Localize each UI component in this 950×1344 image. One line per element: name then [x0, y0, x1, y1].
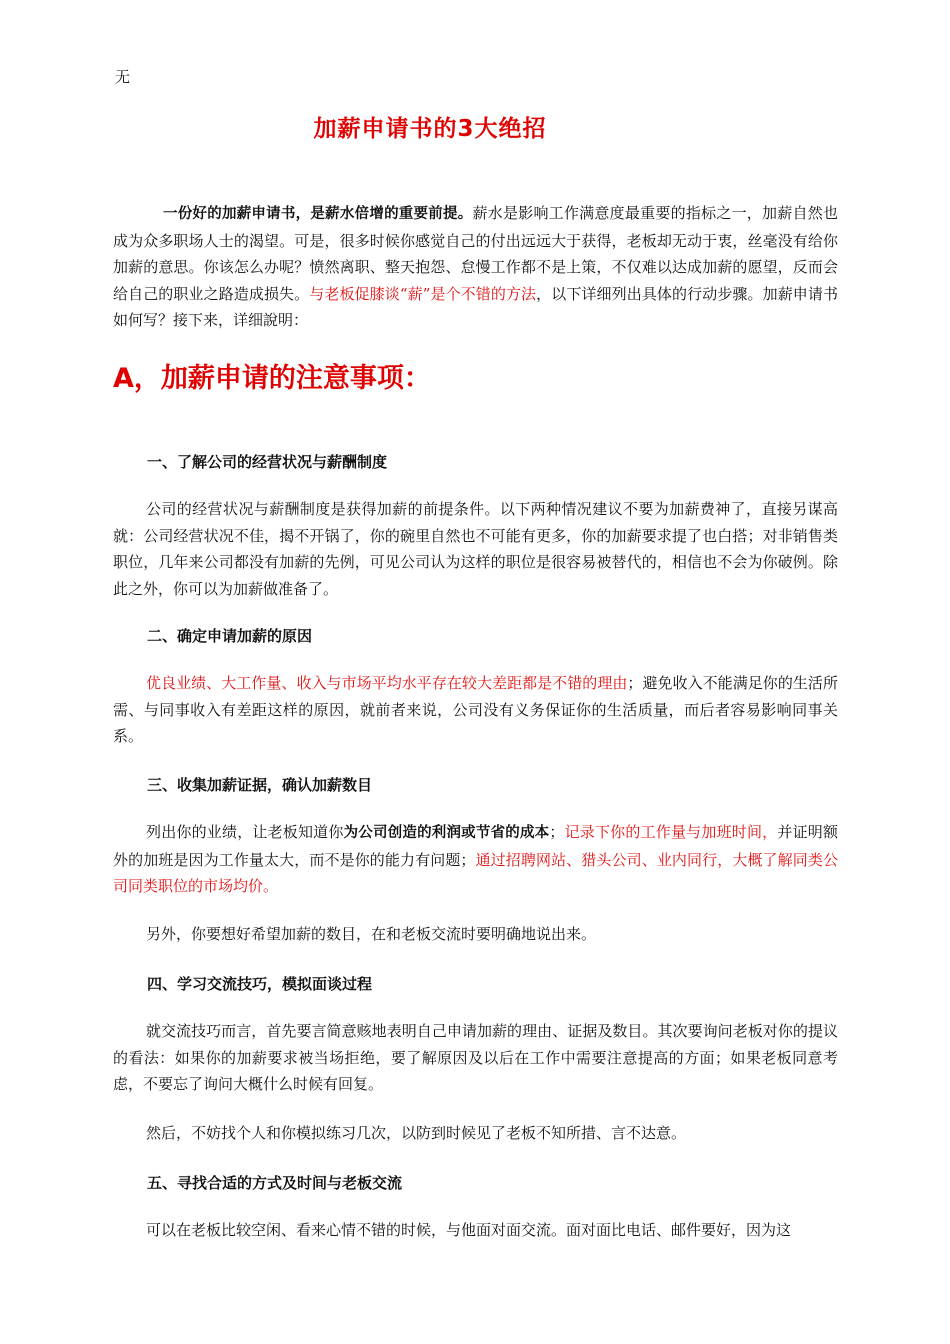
section-2-body: [113, 670, 838, 750]
intro-text: 薪水是影响工作满意度最重要的指标之一，加薪自然也成为众多职场人士的渴望。可是，很多时候你感觉自己的付出远远大于获得，老板却无动于衷，丝毫没有给你加薪的意思。你该怎么办呢？愤然离职、整天抱怨、怠慢工作都不是上策，不仅难以达成加薪的愿望，反而会给自己的职业之路造成损失。: [113, 204, 838, 303]
section-3-heading: 三、收集加薪证据，确认加薪数目: [147, 776, 373, 794]
section-2-heading: 二、确定申请加薪的原因: [147, 627, 313, 645]
document-title: 加薪申请书的3大绝招: [313, 116, 547, 142]
section-5-heading: 五、寻找合适的方式及时间与老板交流: [147, 1174, 403, 1192]
intro-paragraph: [113, 200, 838, 334]
section-3-bold-text: 为公司创造的利润或节省的成本: [343, 825, 550, 841]
section-1-heading: 一、了解公司的经营状况与薪酬制度: [147, 453, 388, 471]
intro-tail-text: ，以下详细列出具体的行动步骤。加薪申请书如何写？接下来，详细說明：: [113, 284, 838, 329]
section-3-red-text-1: 记录下你的工作量与加班时间，: [564, 823, 778, 841]
section-4-body: 就交流技巧而言，首先要言简意赅地表明自己申请加薪的理由、证据及数目。其次要询问老板对你的提议的看法：如果你的加薪要求被当场拒绝，要了解原因及以后在工作中需要注意提高的方面；如果老板同意考虑，不要忘了询问大概什么时候有回复。: [113, 1022, 838, 1093]
section-3-text-c: 并证明额外的加班是因为工作量太大，而不是你的能力有问题；: [113, 823, 838, 869]
section-2-red-text: 优良业绩、大工作量、收入与市场平均水平存在较大差距都是不错的理由: [146, 674, 628, 692]
header-mark: 无: [115, 68, 131, 86]
section-4-note: 然后，不妨找个人和你模拟练习几次，以防到时候见了老板不知所措、言不达意。: [146, 1124, 687, 1142]
section-3-body: [113, 819, 838, 900]
section-3-red-text-2: 通过招聘网站、猎头公司、业内同行，大概了解同类公司同类职位的市场均价。: [113, 850, 838, 895]
section-a-heading: A，加薪申请的注意事项：: [113, 363, 431, 394]
section-4-heading: 四、学习交流技巧，模拟面谈过程: [147, 975, 373, 993]
section-1-body: 公司的经营状况与薪酬制度是获得加薪的前提条件。以下两种情况建议不要为加薪费神了，直接另谋高就：公司经营状况不佳，揭不开锅了，你的碗里自然也不可能有更多，你的加薪要求提了也白搭；对非销售类职位，几年来公司都没有加薪的先例，可见公司认为这样的职位是很容易被替代的，相信也不会为你破例。除此之外，你可以为加薪做准备了。: [113, 500, 838, 598]
section-5-body: 可以在老板比较空闲、看来心情不错的时候，与他面对面交流。面对面比电话、邮件要好，因为这: [146, 1221, 792, 1239]
section-3-text-b: ；: [549, 823, 565, 841]
intro-red-text: 与老板促膝谈“薪”是个不错的方法: [309, 284, 537, 303]
section-3-text-a: 列出你的业绩，让老板知道你: [146, 823, 344, 841]
intro-bold-text: 一份好的加薪申请书，是薪水倍增的重要前提。: [163, 206, 473, 222]
section-3-note: 另外，你要想好希望加薪的数目，在和老板交流时要明确地说出来。: [146, 925, 597, 943]
section-2-text: ；避免收入不能满足你的生活所需、与同事收入有差距这样的原因，就前者来说，公司没有义务保证你的生活质量，而后者容易影响同事关系。: [113, 674, 838, 745]
